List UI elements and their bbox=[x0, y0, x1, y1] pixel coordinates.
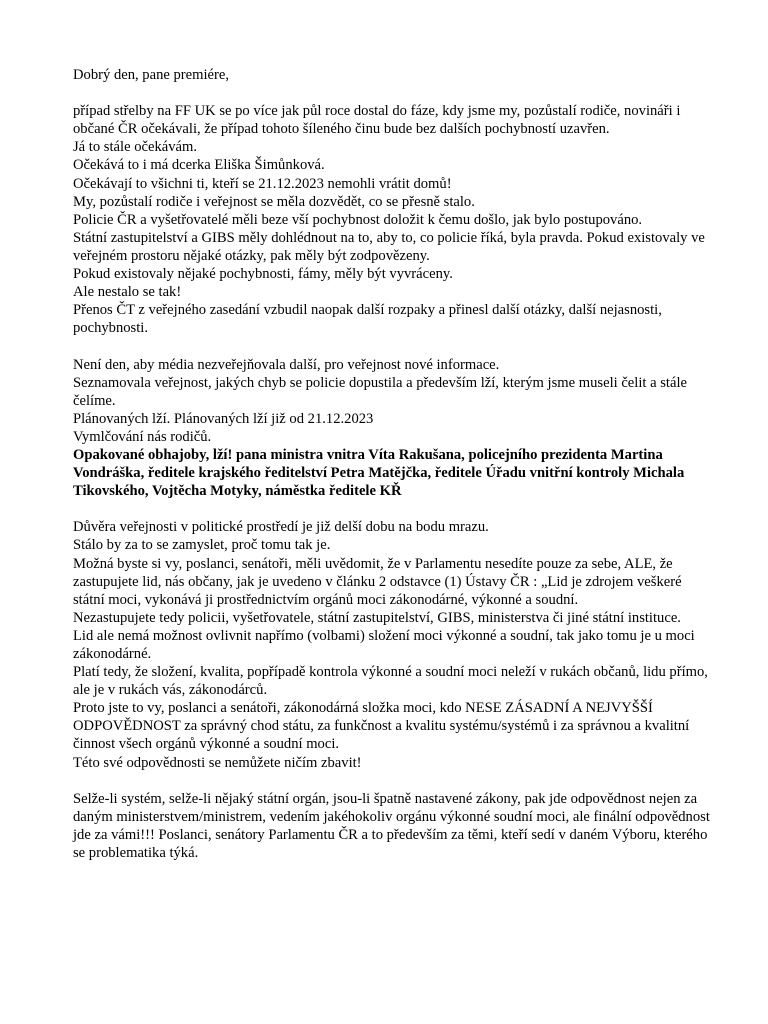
letter-text: Já to stále očekávám. bbox=[73, 139, 197, 156]
letter-text: Této své odpovědnosti se nemůžete ničím zbavit! bbox=[73, 754, 362, 771]
letter-text: Pokud existovaly nějaké pochybnosti, fámy, měly být vyvráceny. bbox=[73, 266, 453, 283]
letter-bold-text: Opakované obhajoby, lží! pana ministra vnitra Víta Rakušana, policejního prezidenta Martina Vondráška, ředitele krajského ředitelství Petra Matějčka, ředitele Úřadu vnitřní kontroly Michala Tikovského, Vojtěcha Motyky, náměstka ředitele KŘ bbox=[73, 446, 685, 500]
paragraph-gap bbox=[73, 337, 713, 355]
letter-text: případ střelby na FF UK se po více jak půl roce dostal do fáze, kdy jsme my, pozůstalí rodiče, novináři i občané ČR očekávali, že případ tohoto šíleného činu bude bez dalších pochybností uzavřen. bbox=[73, 103, 681, 138]
letter-text: Selže-li systém, selže-li nějaký státní orgán, jsou-li špatně nastavené zákony, pak jde odpovědnost nejen za daným ministerstvem/ministrem, vedením jakéhokoliv orgánu výkonné soudní moci, ale finální odpovědnost jde za vámi!!! Poslanci, senátory Parlamentu ČR a to především za těmi, kteří sedí v daném Výboru, kterého se problematika týká. bbox=[73, 790, 710, 862]
letter-text: Možná byste si vy, poslanci, senátoři, měli uvědomit, že v Parlamentu nesedíte pouze za sebe, ALE, že zastupujete lid, nás občany, jak je uvedeno v článku 2 odstavce (1) Ústavy ČR : „Lid je zdrojem veškeré státní moci, vykonává ji prostřednictvím orgánů moci zákonodárné, výkonné a soudní. bbox=[73, 555, 682, 608]
letter-text: Lid ale nemá možnost ovlivnit napřímo (volbami) složení moci výkonné a soudní, tak jako tomu je u moci zákonodárné. bbox=[73, 627, 695, 662]
letter-text: My, pozůstalí rodiče i veřejnost se měla dozvědět, co se přesně stalo. bbox=[73, 193, 475, 210]
letter-text: Státní zastupitelství a GIBS měly dohlédnout na to, aby to, co policie říká, byla pravda. Pokud existovaly ve veřejném prostoru nějaké otázky, pak měly být zodpovězeny. bbox=[73, 229, 705, 264]
letter-text: Přenos ČT z veřejného zasedání vzbudil naopak další rozpaky a přinesl další otázky, další nejasnosti, pochybnosti. bbox=[73, 302, 662, 337]
letter-text: Očekávají to všichni ti, kteří se 21.12.2023 nemohli vrátit domů! bbox=[73, 175, 452, 192]
paragraph-gap bbox=[73, 84, 713, 102]
letter-text: Proto jste to vy, poslanci a senátoři, zákonodárná složka moci, kdo NESE ZÁSADNÍ A NEJVYŠŠÍ ODPOVĚDNOST za správný chod státu, za funkčnost a kvalitu systému/systémů i za správnou a kvalitní činnost všech orgánů výkonné a soudní moci. bbox=[73, 700, 690, 753]
letter-body bbox=[73, 66, 713, 862]
letter-text: Platí tedy, že složení, kvalita, popřípadě kontrola výkonné a soudní moci neleží v rukách občanů, lidu přímo, ale je v rukách vás, zákonodárců. bbox=[73, 664, 708, 699]
letter-text: Ale nestalo se tak! bbox=[73, 284, 182, 301]
letter-text: Stálo by za to se zamyslet, proč tomu tak je. bbox=[73, 537, 331, 554]
letter-greeting: Dobrý den, pane premiére, bbox=[73, 67, 230, 83]
paragraph-gap bbox=[73, 500, 713, 518]
letter-text: Vymlčování nás rodičů. bbox=[73, 428, 212, 445]
letter-text: Nezastupujete tedy policii, vyšetřovatele, státní zastupitelství, GIBS, ministerstva či jiné státní instituce. bbox=[73, 609, 681, 626]
letter-text: Očekává to i má dcerka Eliška Šimůnková. bbox=[73, 157, 325, 174]
letter-text: Policie ČR a vyšetřovatelé měli beze vší pochybnost doložit k čemu došlo, jak bylo postupováno. bbox=[73, 211, 643, 228]
paragraph-gap bbox=[73, 772, 713, 790]
letter-text: Seznamovala veřejnost, jakých chyb se policie dopustila a především lží, kterým jsme museli čelit a stále čelíme. bbox=[73, 374, 687, 409]
letter-text: Není den, aby média nezveřejňovala další, pro veřejnost nové informace. bbox=[73, 356, 500, 373]
letter-text: Důvěra veřejnosti v politické prostředí je již delší dobu na bodu mrazu. bbox=[73, 519, 489, 536]
letter-text: Plánovaných lží. Plánovaných lží již od 21.12.2023 bbox=[73, 410, 374, 427]
